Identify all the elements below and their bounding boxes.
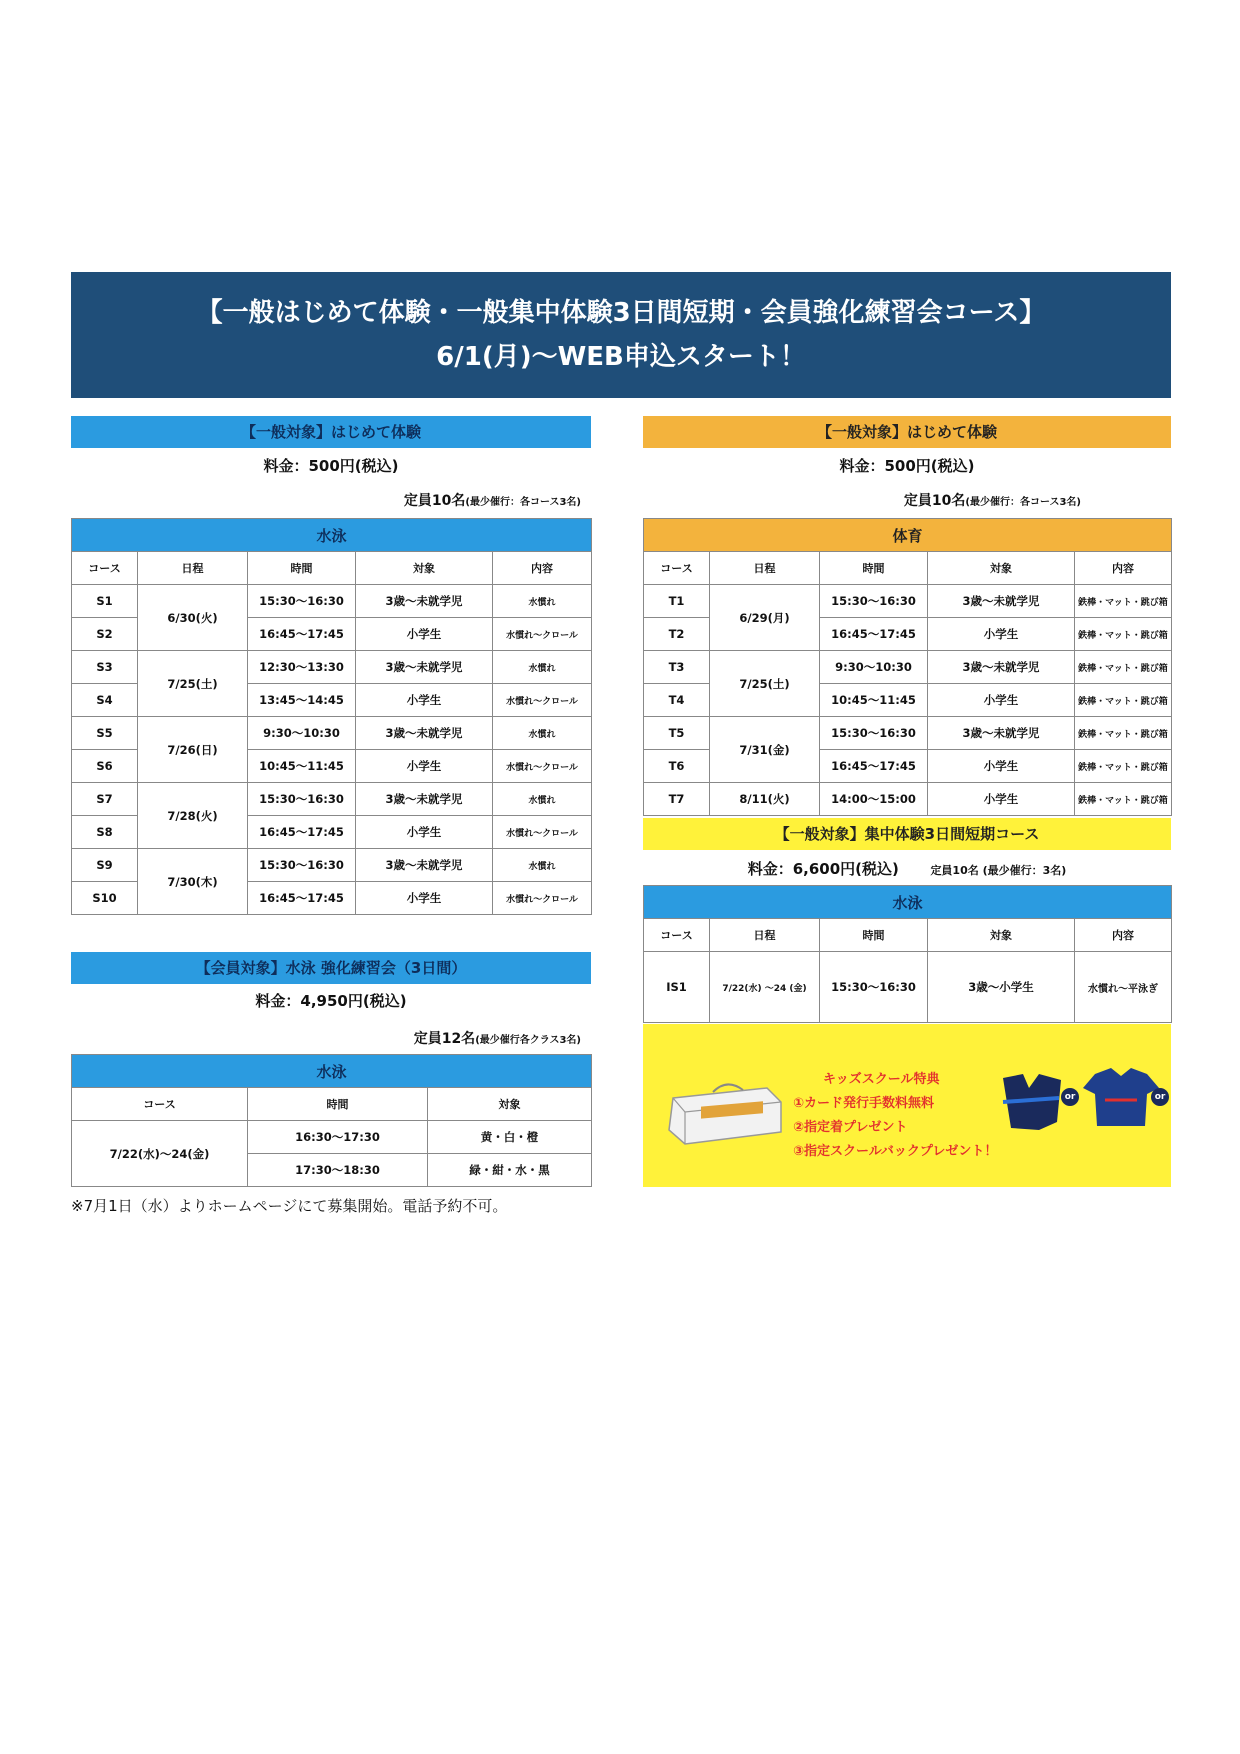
cell-course: S6 (72, 750, 138, 783)
column-header: 時間 (248, 1088, 428, 1121)
header-title: 【一般はじめて体験・一般集中体験3日間短期・会員強化練習会コース】 (196, 298, 1046, 328)
cell-time: 15:30～16:30 (820, 952, 928, 1023)
or-badge: or (1151, 1088, 1169, 1106)
column-header: 日程 (138, 552, 248, 585)
cell-course: T5 (644, 717, 710, 750)
member-table (71, 1054, 592, 1187)
cell-content: 水慣れ～クロール (493, 618, 592, 651)
perk-item: ②指定着プレゼント (793, 1120, 908, 1135)
cell-content: 水慣れ～平泳ぎ (1075, 952, 1172, 1023)
cell-time: 15:30～16:30 (248, 585, 356, 618)
cell-date: 7/25(土) (138, 651, 248, 717)
cell-time: 12:30～13:30 (248, 651, 356, 684)
swimsuit-icon (999, 1072, 1069, 1134)
page-header (71, 272, 1171, 398)
cell-target: 小学生 (356, 750, 493, 783)
cell-content: 水慣れ (493, 717, 592, 750)
table-row (72, 585, 592, 618)
cell-course: S3 (72, 651, 138, 684)
pe-trial-bar: 【一般対象】はじめて体験 (643, 416, 1171, 448)
swim-trial-bar: 【一般対象】はじめて体験 (71, 416, 591, 448)
cell-time: 14:00～15:00 (820, 783, 928, 816)
cell-content: 水慣れ (493, 651, 592, 684)
cell-date: 7/28(火) (138, 783, 248, 849)
table-row (72, 783, 592, 816)
column-header: 対象 (928, 919, 1075, 952)
cell-content: 鉄棒・マット・跳び箱 (1075, 717, 1172, 750)
column-header: コース (72, 552, 138, 585)
cell-time: 16:45～17:45 (820, 618, 928, 651)
shirt-icon (1081, 1066, 1161, 1130)
cell-course: T3 (644, 651, 710, 684)
cell-content: 水慣れ～クロール (493, 684, 592, 717)
table-row (72, 849, 592, 882)
cell-content: 鉄棒・マット・跳び箱 (1075, 750, 1172, 783)
column-header: 内容 (1075, 919, 1172, 952)
member-fee: 料金：4,950円(税込) (255, 992, 407, 1010)
cell-time: 9:30～10:30 (248, 717, 356, 750)
cell-time: 17:30～18:30 (248, 1154, 428, 1187)
cell-date: 7/22(水) ～24 (金) (710, 952, 820, 1023)
column-header: 対象 (428, 1088, 592, 1121)
swim-trial-fee: 料金：500円(税込) (263, 457, 399, 475)
table-title: 水泳 (72, 519, 592, 552)
cell-course: T1 (644, 585, 710, 618)
cell-target: 3歳～未就学児 (928, 585, 1075, 618)
cell-course: S9 (72, 849, 138, 882)
cell-target: 3歳～未就学児 (928, 651, 1075, 684)
cell-date: 7/25(土) (710, 651, 820, 717)
intensive-fee: 料金：6,600円(税込) (747, 860, 899, 878)
cell-time: 16:45～17:45 (248, 882, 356, 915)
cell-target: 小学生 (356, 684, 493, 717)
cell-course: T4 (644, 684, 710, 717)
cell-target: 小学生 (928, 783, 1075, 816)
cell-course: T2 (644, 618, 710, 651)
cell-date: 6/29(月) (710, 585, 820, 651)
column-header: コース (644, 919, 710, 952)
perks-list (793, 1068, 997, 1164)
cell-course: S5 (72, 717, 138, 750)
cell-time: 13:45～14:45 (248, 684, 356, 717)
cell-time: 10:45～11:45 (820, 684, 928, 717)
cell-content: 水慣れ～クロール (493, 816, 592, 849)
cell-date: 7/22(水)～24(金) (72, 1121, 248, 1187)
cell-course: S4 (72, 684, 138, 717)
cell-target: 3歳～未就学児 (356, 783, 493, 816)
cell-content: 鉄棒・マット・跳び箱 (1075, 585, 1172, 618)
cell-target: 3歳～未就学児 (356, 849, 493, 882)
cell-date: 7/26(日) (138, 717, 248, 783)
cell-target: 3歳～未就学児 (928, 717, 1075, 750)
table-row (644, 952, 1172, 1023)
table-row (644, 651, 1172, 684)
cell-date: 6/30(火) (138, 585, 248, 651)
cell-content: 鉄棒・マット・跳び箱 (1075, 618, 1172, 651)
column-header: 時間 (248, 552, 356, 585)
column-header: 対象 (928, 552, 1075, 585)
column-header: 日程 (710, 919, 820, 952)
cell-content: 水慣れ～クロール (493, 750, 592, 783)
pe-trial-capacity: 定員10名(最少催行：各コース3名) (903, 493, 1081, 509)
cell-time: 10:45～11:45 (248, 750, 356, 783)
column-header: 時間 (820, 919, 928, 952)
cell-date: 8/11(火) (710, 783, 820, 816)
table-row (644, 717, 1172, 750)
cell-target: 小学生 (928, 618, 1075, 651)
column-header: コース (644, 552, 710, 585)
cell-target: 3歳～未就学児 (356, 651, 493, 684)
footnote: ※7月1日（水）よりホームページにて募集開始。電話予約不可。 (71, 1197, 508, 1215)
cell-course: S10 (72, 882, 138, 915)
table-row (644, 585, 1172, 618)
cell-content: 水慣れ～クロール (493, 882, 592, 915)
pe-trial-table (643, 518, 1172, 816)
swim-trial-capacity: 定員10名(最少催行：各コース3名) (403, 493, 581, 509)
table-title: 体育 (644, 519, 1172, 552)
cell-course: S1 (72, 585, 138, 618)
cell-course: S7 (72, 783, 138, 816)
cell-course: S2 (72, 618, 138, 651)
column-header: 日程 (710, 552, 820, 585)
cell-content: 鉄棒・マット・跳び箱 (1075, 783, 1172, 816)
cell-time: 16:30～17:30 (248, 1121, 428, 1154)
cell-target: 3歳～未就学児 (356, 717, 493, 750)
intensive-fee-line (643, 858, 1171, 879)
or-badge: or (1061, 1088, 1079, 1106)
perk-item: ③指定スクールバックプレゼント！ (793, 1144, 998, 1159)
perks-panel (643, 1024, 1171, 1187)
column-header: 内容 (493, 552, 592, 585)
cell-target: 小学生 (356, 882, 493, 915)
cell-date: 7/30(木) (138, 849, 248, 915)
cell-target: 小学生 (928, 750, 1075, 783)
cell-target: 小学生 (928, 684, 1075, 717)
cell-time: 16:45～17:45 (248, 816, 356, 849)
cell-content: 鉄棒・マット・跳び箱 (1075, 651, 1172, 684)
cell-course: T7 (644, 783, 710, 816)
cell-content: 水慣れ (493, 585, 592, 618)
member-capacity: 定員12名(最少催行各クラス3名) (413, 1031, 581, 1047)
column-header: 時間 (820, 552, 928, 585)
swim-trial-table (71, 518, 592, 915)
cell-time: 9:30～10:30 (820, 651, 928, 684)
column-header: 内容 (1075, 552, 1172, 585)
cell-course: IS1 (644, 952, 710, 1023)
cell-time: 15:30～16:30 (248, 849, 356, 882)
intensive-bar: 【一般対象】集中体験3日間短期コース (643, 818, 1171, 850)
header-subtitle: 6/1(月)～WEB申込スタート！ (436, 342, 806, 372)
cell-time: 16:45～17:45 (820, 750, 928, 783)
intensive-table (643, 885, 1172, 1023)
cell-time: 15:30～16:30 (248, 783, 356, 816)
cell-time: 15:30～16:30 (820, 585, 928, 618)
cell-target: 小学生 (356, 816, 493, 849)
perks-title: キッズスクール特典 (823, 1072, 940, 1087)
cell-date: 7/31(金) (710, 717, 820, 783)
cell-time: 16:45～17:45 (248, 618, 356, 651)
cell-time: 15:30～16:30 (820, 717, 928, 750)
pe-trial-fee: 料金：500円(税込) (839, 457, 975, 475)
member-bar: 【会員対象】水泳 強化練習会（3日間） (71, 952, 591, 984)
table-row (72, 651, 592, 684)
table-row (72, 1121, 592, 1154)
column-header: コース (72, 1088, 248, 1121)
cell-target: 緑・紺・水・黒 (428, 1154, 592, 1187)
cell-target: 小学生 (356, 618, 493, 651)
intensive-capacity: 定員10名 (最少催行：3名) (930, 864, 1067, 877)
table-row (644, 783, 1172, 816)
perk-item: ①カード発行手数料無料 (793, 1096, 935, 1111)
table-title: 水泳 (644, 886, 1172, 919)
cell-target: 3歳～未就学児 (356, 585, 493, 618)
cell-content: 水慣れ (493, 849, 592, 882)
table-title: 水泳 (72, 1055, 592, 1088)
cell-course: T6 (644, 750, 710, 783)
cell-content: 鉄棒・マット・跳び箱 (1075, 684, 1172, 717)
table-row (72, 717, 592, 750)
school-bag-icon (663, 1080, 785, 1148)
column-header: 対象 (356, 552, 493, 585)
cell-content: 水慣れ (493, 783, 592, 816)
cell-target: 3歳～小学生 (928, 952, 1075, 1023)
cell-course: S8 (72, 816, 138, 849)
cell-target: 黄・白・橙 (428, 1121, 592, 1154)
